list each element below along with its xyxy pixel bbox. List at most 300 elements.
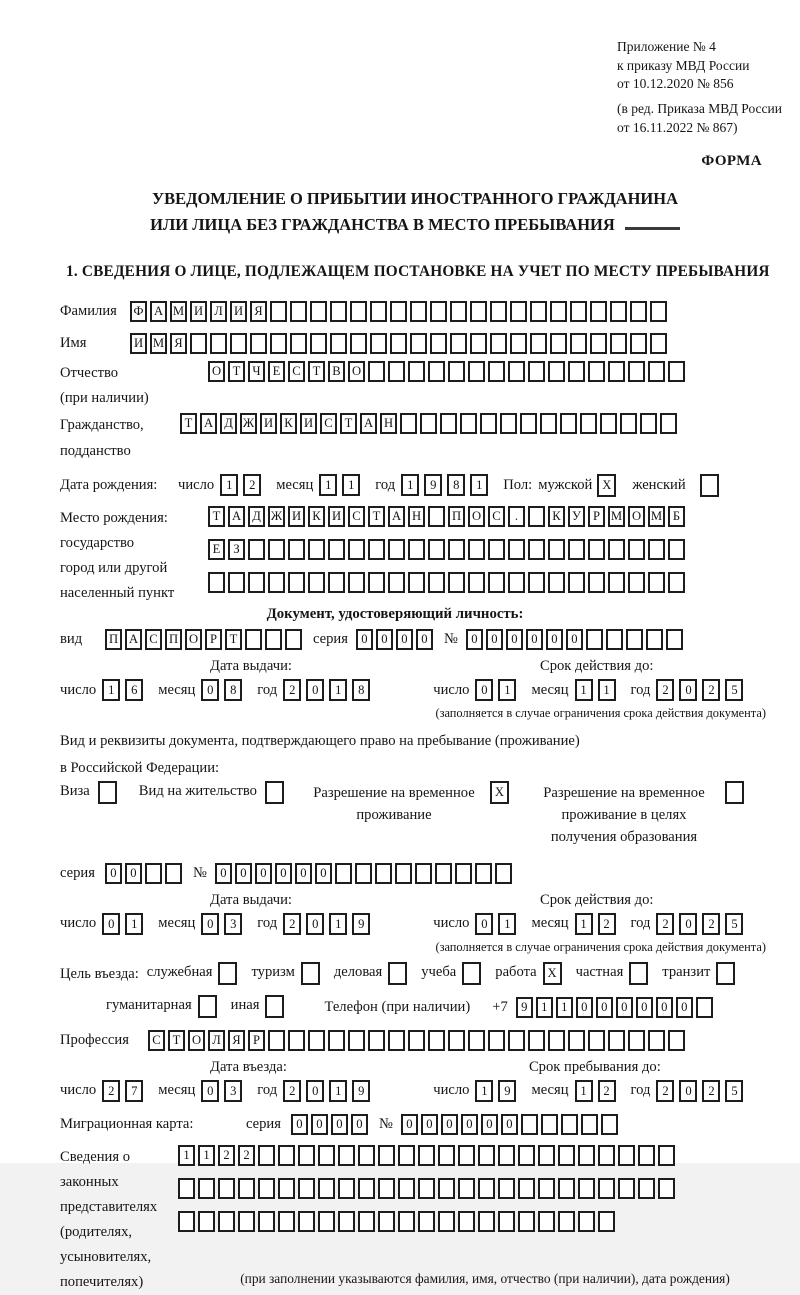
form-cell — [495, 863, 512, 884]
form-cell — [395, 863, 412, 884]
form-cell — [285, 629, 302, 650]
form-cell: 0 — [295, 863, 312, 884]
form-cell — [550, 301, 567, 322]
form-cell: Т — [208, 506, 225, 527]
residence-number-label: № — [192, 864, 207, 881]
form-cell — [98, 781, 117, 804]
form-cell — [540, 413, 557, 434]
form-cell: 1 — [178, 1145, 195, 1166]
form-cell: X — [490, 781, 509, 804]
form-cell — [458, 1145, 475, 1166]
form-cell — [628, 572, 645, 593]
form-cell: П — [105, 629, 122, 650]
form-cell: Я — [250, 301, 267, 322]
form-cell — [258, 1178, 275, 1199]
form-cell — [528, 1030, 545, 1051]
form-cell: 3 — [224, 913, 242, 935]
form-cell: 1 — [498, 913, 516, 935]
form-cell — [610, 333, 627, 354]
form-cell: 0 — [679, 679, 697, 701]
form-cell — [488, 572, 505, 593]
form-cell: 0 — [291, 1114, 308, 1135]
form-cell: Е — [208, 539, 225, 560]
form-cell: Я — [170, 333, 187, 354]
date-part-label: число — [433, 1082, 470, 1099]
date-part-label: год — [630, 915, 651, 932]
purpose-official-label: служебная — [146, 963, 213, 980]
form-cell — [430, 301, 447, 322]
form-cell: 7 — [125, 1080, 143, 1102]
form-cell: 0 — [656, 997, 673, 1018]
form-cell — [410, 301, 427, 322]
form-cell — [258, 1211, 275, 1232]
residence-series-label: серия — [60, 864, 95, 881]
section1-title: 1. СВЕДЕНИЯ О ЛИЦЕ, ПОДЛЕЖАЩЕМ ПОСТАНОВКЕ НА УЧЕТ ПО МЕСТУ ПРЕБЫВАНИЯ — [66, 263, 770, 281]
form-cell — [368, 539, 385, 560]
residence-valid-date-cells — [433, 913, 748, 935]
form-cell — [450, 301, 467, 322]
stay-date-cells — [433, 1080, 748, 1102]
form-cell — [600, 413, 617, 434]
date-part-label: месяц — [531, 681, 569, 698]
form-cell: О — [208, 361, 225, 382]
date-part-label: год — [630, 1082, 651, 1099]
form-title — [40, 186, 790, 237]
form-cell — [288, 1030, 305, 1051]
representatives-cells-row2 — [178, 1178, 678, 1199]
form-cell — [588, 1030, 605, 1051]
form-cell — [238, 1178, 255, 1199]
form-cell — [430, 333, 447, 354]
form-cell: Т — [225, 629, 242, 650]
form-cell — [450, 333, 467, 354]
purpose-private-label: частная — [575, 963, 624, 980]
form-cell — [588, 539, 605, 560]
form-cell: П — [448, 506, 465, 527]
visit-purpose-row — [60, 964, 790, 985]
doc-kind-label: вид — [60, 631, 83, 647]
form-cell: 9 — [424, 474, 442, 496]
form-cell — [338, 1145, 355, 1166]
form-cell: 0 — [215, 863, 232, 884]
form-cell — [375, 863, 392, 884]
form-cell: 1 — [598, 679, 616, 701]
date-part-label: год — [630, 681, 651, 698]
form-cell — [338, 1178, 355, 1199]
form-cell: 0 — [486, 629, 503, 650]
form-cell — [268, 539, 285, 560]
form-cell: К — [280, 413, 297, 434]
form-cell — [530, 333, 547, 354]
form-cell — [538, 1211, 555, 1232]
representatives-label — [60, 1145, 178, 1295]
form-cell — [608, 1030, 625, 1051]
form-cell: Ж — [240, 413, 257, 434]
form-cell — [528, 572, 545, 593]
form-cell — [398, 1178, 415, 1199]
form-cell: 0 — [306, 913, 324, 935]
form-cell — [558, 1211, 575, 1232]
form-cell: Ч — [248, 361, 265, 382]
form-cell — [538, 1178, 555, 1199]
form-cell — [498, 1178, 515, 1199]
form-cell — [568, 572, 585, 593]
form-cell — [388, 962, 407, 985]
form-cell: 0 — [125, 863, 142, 884]
form-cell — [410, 333, 427, 354]
form-cell: 2 — [702, 913, 720, 935]
form-cell — [330, 333, 347, 354]
surname-label: Фамилия — [60, 303, 117, 320]
migration-card-series-cells — [291, 1114, 371, 1135]
form-cell: 0 — [576, 997, 593, 1018]
form-cell — [598, 1145, 615, 1166]
form-cell — [218, 1178, 235, 1199]
form-cell — [548, 1030, 565, 1051]
form-cell — [358, 1145, 375, 1166]
form-cell: О — [185, 629, 202, 650]
form-cell: 1 — [329, 913, 347, 935]
purpose-business-label: деловая — [333, 963, 383, 980]
form-cell — [440, 413, 457, 434]
form-cell: С — [488, 506, 505, 527]
form-cell — [358, 1178, 375, 1199]
form-cell — [520, 413, 537, 434]
form-cell — [265, 629, 282, 650]
form-cell: И — [328, 506, 345, 527]
birth-date-cells — [178, 474, 493, 496]
form-cell — [448, 572, 465, 593]
form-cell — [408, 539, 425, 560]
date-part-label: число — [433, 915, 470, 932]
form-cell: 1 — [342, 474, 360, 496]
form-cell: 0 — [331, 1114, 348, 1135]
form-cell — [488, 539, 505, 560]
citizenship-label-line: подданство — [60, 442, 131, 459]
form-cell: 0 — [679, 1080, 697, 1102]
form-cell: 0 — [546, 629, 563, 650]
form-cell: 2 — [283, 1080, 301, 1102]
representatives-label-line: законных — [60, 1173, 119, 1190]
purpose-label: Цель въезда: — [60, 965, 139, 982]
purpose-official-checkbox — [218, 962, 237, 985]
form-cell — [500, 413, 517, 434]
form-cell: 1 — [475, 1080, 493, 1102]
form-cell: Д — [220, 413, 237, 434]
doc-valid-title: Срок действия до: — [539, 658, 654, 674]
migration-card-number-cells — [401, 1114, 621, 1135]
form-cell: 0 — [315, 863, 332, 884]
form-cell: 0 — [506, 629, 523, 650]
form-cell: 1 — [401, 474, 419, 496]
form-cell: 0 — [596, 997, 613, 1018]
form-cell — [248, 572, 265, 593]
form-cell — [428, 361, 445, 382]
representatives-label-line: (родителях, — [60, 1223, 133, 1240]
purpose-work — [495, 964, 561, 985]
form-cell — [418, 1145, 435, 1166]
form-cell — [348, 572, 365, 593]
patronymic-label-line: (при наличии) — [60, 390, 149, 407]
option-temp-residence-checkbox — [490, 781, 509, 804]
form-cell — [480, 413, 497, 434]
birth-place-label-line: Место рождения: — [60, 509, 168, 526]
form-cell — [578, 1211, 595, 1232]
form-cell — [278, 1211, 295, 1232]
form-cell: 1 — [319, 474, 337, 496]
form-cell: М — [648, 506, 665, 527]
birth-place-label-line: населенный пункт — [60, 584, 175, 601]
form-cell: 0 — [396, 629, 413, 650]
form-cell — [510, 333, 527, 354]
form-cell — [518, 1145, 535, 1166]
form-cell — [606, 629, 623, 650]
form-cell — [328, 572, 345, 593]
sex-female-label: женский — [632, 476, 686, 493]
form-cell — [238, 1211, 255, 1232]
option-visa-checkbox — [98, 781, 117, 804]
form-cell: А — [125, 629, 142, 650]
form-cell — [428, 506, 445, 527]
form-cell — [508, 539, 525, 560]
form-cell: Л — [208, 1030, 225, 1051]
form-cell — [178, 1178, 195, 1199]
legal-reference-line: Приложение № 4 — [617, 39, 716, 54]
form-cell: С — [288, 361, 305, 382]
citizenship-label-line: Гражданство, — [60, 417, 144, 434]
form-cell — [408, 1030, 425, 1051]
form-cell: 2 — [243, 474, 261, 496]
option-residence-permit — [139, 783, 284, 804]
form-cell — [368, 1030, 385, 1051]
surname-cells — [130, 301, 670, 322]
representatives-note: (при заполнении указываются фамилия, имя, отчество (при наличии), дата рождения) — [240, 1271, 730, 1287]
purpose-private-checkbox — [629, 962, 648, 985]
form-cell — [388, 1030, 405, 1051]
form-cell — [510, 301, 527, 322]
phone-label: Телефон (при наличии) — [324, 998, 471, 1015]
form-cell — [580, 413, 597, 434]
form-cell — [458, 1211, 475, 1232]
form-cell — [458, 1178, 475, 1199]
form-cell — [378, 1211, 395, 1232]
form-cell: 8 — [352, 679, 370, 701]
form-cell: 2 — [218, 1145, 235, 1166]
residence-issue-title: Дата выдачи: — [210, 891, 292, 908]
birth-date-row — [60, 474, 790, 497]
form-cell: Ф — [130, 301, 147, 322]
form-cell: 2 — [598, 1080, 616, 1102]
form-cell — [478, 1145, 495, 1166]
purpose-work-label: работа — [495, 963, 537, 980]
birth-place-label — [60, 506, 208, 606]
date-part-label: месяц — [276, 476, 314, 493]
form-cell — [290, 301, 307, 322]
form-cell: 1 — [575, 1080, 593, 1102]
form-cell: И — [130, 333, 147, 354]
form-cell — [390, 301, 407, 322]
form-cell — [646, 629, 663, 650]
form-cell — [518, 1178, 535, 1199]
form-cell: 0 — [255, 863, 272, 884]
form-cell: Т — [340, 413, 357, 434]
form-cell: 1 — [125, 913, 143, 935]
form-cell: А — [360, 413, 377, 434]
form-cell: 1 — [329, 1080, 347, 1102]
form-cell: Н — [408, 506, 425, 527]
form-cell — [435, 863, 452, 884]
form-cell — [438, 1145, 455, 1166]
option-visa-label: Виза — [60, 783, 90, 799]
form-cell — [570, 301, 587, 322]
form-cell — [570, 333, 587, 354]
purpose-humanitarian-checkbox — [198, 995, 217, 1018]
sex-male-checkbox — [597, 474, 616, 497]
form-cell — [198, 1211, 215, 1232]
purpose-business — [334, 964, 407, 985]
doc-validity-note: (заполняется в случае ограничения срока действия документа) — [435, 706, 766, 720]
form-cell: . — [508, 506, 525, 527]
form-cell — [608, 361, 625, 382]
form-cell: 8 — [447, 474, 465, 496]
form-cell — [668, 1030, 685, 1051]
form-cell: 6 — [125, 679, 143, 701]
form-cell — [581, 1114, 598, 1135]
form-cell: И — [288, 506, 305, 527]
purpose-study — [421, 964, 481, 985]
form-cell — [350, 333, 367, 354]
form-cell: 0 — [351, 1114, 368, 1135]
form-cell — [338, 1211, 355, 1232]
form-cell: 0 — [235, 863, 252, 884]
form-cell — [298, 1145, 315, 1166]
legal-reference-line: (в ред. Приказа МВД России — [617, 100, 782, 116]
form-cell: 0 — [566, 629, 583, 650]
form-cell: А — [200, 413, 217, 434]
phone-prefix: +7 — [492, 998, 508, 1015]
form-cell — [348, 539, 365, 560]
form-cell — [470, 301, 487, 322]
form-cell: З — [228, 539, 245, 560]
form-cell: 2 — [702, 1080, 720, 1102]
form-cell: 0 — [311, 1114, 328, 1135]
form-cell — [165, 863, 182, 884]
form-cell — [308, 1030, 325, 1051]
form-cell: И — [260, 413, 277, 434]
form-cell — [638, 1145, 655, 1166]
form-cell — [250, 333, 267, 354]
form-cell: Т — [368, 506, 385, 527]
form-cell — [490, 301, 507, 322]
form-cell — [648, 572, 665, 593]
form-cell — [388, 539, 405, 560]
entry-date-cells — [60, 1080, 375, 1102]
form-cell — [568, 539, 585, 560]
form-cell — [318, 1178, 335, 1199]
form-cell: 1 — [556, 997, 573, 1018]
form-cell: 9 — [516, 997, 533, 1018]
form-cell: О — [468, 506, 485, 527]
form-cell — [368, 361, 385, 382]
form-cell: 5 — [725, 913, 743, 935]
form-cell: Б — [668, 506, 685, 527]
form-cell — [488, 361, 505, 382]
form-cell — [468, 1030, 485, 1051]
form-cell: С — [320, 413, 337, 434]
form-cell — [178, 1211, 195, 1232]
form-cell: К — [308, 506, 325, 527]
form-cell: 0 — [376, 629, 393, 650]
purpose-tourism-checkbox — [301, 962, 320, 985]
legal-reference — [617, 38, 790, 137]
form-cell — [630, 333, 647, 354]
form-cell: Т — [168, 1030, 185, 1051]
form-cell — [288, 572, 305, 593]
form-cell — [265, 995, 284, 1018]
form-cell — [528, 539, 545, 560]
date-part-label: число — [60, 915, 97, 932]
form-cell — [590, 301, 607, 322]
purpose-private — [576, 964, 649, 985]
form-cell: Т — [228, 361, 245, 382]
form-cell: К — [548, 506, 565, 527]
form-cell — [528, 361, 545, 382]
form-cell: 3 — [224, 1080, 242, 1102]
form-cell — [298, 1211, 315, 1232]
form-cell: 0 — [616, 997, 633, 1018]
form-cell — [618, 1145, 635, 1166]
form-cell — [468, 361, 485, 382]
form-cell: 1 — [575, 679, 593, 701]
form-cell — [478, 1178, 495, 1199]
form-cell: X — [597, 474, 616, 497]
form-cell — [328, 1030, 345, 1051]
form-cell — [198, 1178, 215, 1199]
form-cell — [648, 539, 665, 560]
form-cell: 0 — [356, 629, 373, 650]
form-cell — [550, 333, 567, 354]
form-cell — [568, 361, 585, 382]
form-cell: 0 — [416, 629, 433, 650]
form-cell — [460, 413, 477, 434]
form-cell — [628, 361, 645, 382]
form-cell — [588, 361, 605, 382]
patronymic-row — [60, 361, 790, 411]
form-cell: 9 — [352, 913, 370, 935]
form-cell — [478, 1211, 495, 1232]
form-cell — [388, 572, 405, 593]
form-cell: С — [145, 629, 162, 650]
form-cell — [330, 301, 347, 322]
form-cell — [288, 539, 305, 560]
form-cell: Т — [308, 361, 325, 382]
form-cell — [468, 539, 485, 560]
date-part-label: месяц — [531, 1082, 569, 1099]
purpose-transit-checkbox — [716, 962, 735, 985]
form-cell: 1 — [329, 679, 347, 701]
form-cell: 0 — [475, 679, 493, 701]
firstname-label: Имя — [60, 335, 87, 352]
doc-number-cells — [466, 629, 686, 650]
form-cell — [629, 962, 648, 985]
entry-dates-row — [60, 1080, 790, 1102]
form-cell: 2 — [656, 913, 674, 935]
residence-number-cells — [215, 863, 515, 884]
migration-card-label: Миграционная карта: — [60, 1115, 194, 1132]
form-cell — [308, 539, 325, 560]
form-cell — [301, 962, 320, 985]
form-cell — [355, 863, 372, 884]
